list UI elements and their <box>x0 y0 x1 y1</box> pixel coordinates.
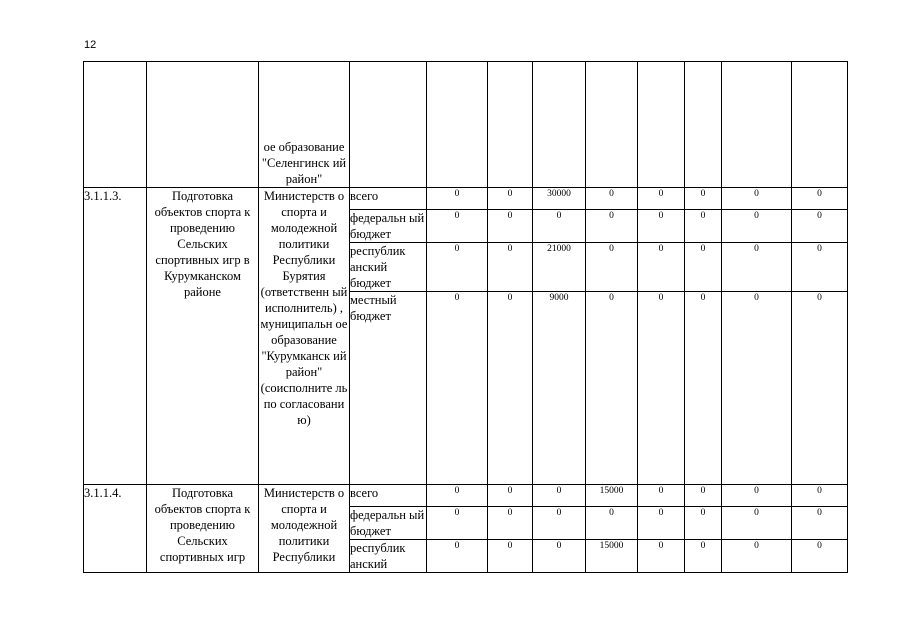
cell-value: 15000 <box>586 540 638 573</box>
cell-value: 0 <box>488 188 533 210</box>
cell-value: 0 <box>638 540 685 573</box>
cell-value <box>586 62 638 188</box>
cell-source: республик анский бюджет <box>350 243 427 292</box>
cell-value: 0 <box>533 507 586 540</box>
cell-value: 0 <box>586 188 638 210</box>
cell-value: 0 <box>638 507 685 540</box>
cell-code <box>84 62 147 188</box>
cell-name: Подготовка объектов спорта к проведению Сельских спортивных игр в Курумканском районе <box>147 188 259 485</box>
cell-value: 0 <box>427 540 488 573</box>
cell-value: 0 <box>685 243 722 292</box>
cell-value: 0 <box>638 485 685 507</box>
cell-value <box>685 62 722 188</box>
cell-source: всего <box>350 485 427 507</box>
cell-value: 0 <box>792 292 848 485</box>
cell-value: 0 <box>488 507 533 540</box>
cell-value: 0 <box>586 292 638 485</box>
cell-value: 0 <box>685 188 722 210</box>
cell-value: 0 <box>792 485 848 507</box>
cell-value: 30000 <box>533 188 586 210</box>
cell-value: 0 <box>792 210 848 243</box>
cell-value <box>722 62 792 188</box>
cell-source: всего <box>350 188 427 210</box>
cell-value: 0 <box>427 507 488 540</box>
cell-value: 0 <box>722 485 792 507</box>
cell-value: 0 <box>722 507 792 540</box>
cell-value: 21000 <box>533 243 586 292</box>
cell-value: 0 <box>722 188 792 210</box>
cell-value: 0 <box>638 188 685 210</box>
cell-value: 0 <box>427 243 488 292</box>
cell-value <box>792 62 848 188</box>
cell-value: 9000 <box>533 292 586 485</box>
cell-value: 0 <box>586 243 638 292</box>
cell-responsible: Министерств о спорта и молодежной политики Республики <box>259 485 350 573</box>
cell-value: 0 <box>685 292 722 485</box>
cell-value: 0 <box>638 243 685 292</box>
cell-responsible <box>259 62 350 188</box>
cell-value: 0 <box>685 507 722 540</box>
cell-value <box>533 62 586 188</box>
cell-value: 0 <box>685 485 722 507</box>
cell-source: местный бюджет <box>350 292 427 485</box>
cell-value: 0 <box>685 210 722 243</box>
cell-value: 0 <box>586 507 638 540</box>
cell-value: 0 <box>488 243 533 292</box>
cell-value: 0 <box>427 210 488 243</box>
table-row <box>84 62 848 188</box>
cell-value: 0 <box>533 210 586 243</box>
cell-code: 3.1.1.4. <box>84 485 147 573</box>
cell-value: 0 <box>638 210 685 243</box>
table-row <box>84 188 848 210</box>
cell-value: 0 <box>722 243 792 292</box>
cell-value: 0 <box>685 540 722 573</box>
cell-responsible: Министерств о спорта и молодежной политики Республики Бурятия (ответственн ый исполнитель) , муниципальн ое образование "Курумканск ий район" (соисполните ль по согласовани ю) <box>259 188 350 485</box>
cell-source: федеральн ый бюджет <box>350 507 427 540</box>
cell-value: 0 <box>488 485 533 507</box>
funding-table <box>83 61 848 573</box>
cell-value: 0 <box>533 485 586 507</box>
cell-source: республик анский <box>350 540 427 573</box>
cell-name: Подготовка объектов спорта к проведению Сельских спортивных игр <box>147 485 259 573</box>
cell-value: 0 <box>427 292 488 485</box>
cell-value: 15000 <box>586 485 638 507</box>
cell-value: 0 <box>488 540 533 573</box>
responsible-text: ое образование "Селенгинск ий район" <box>261 140 347 186</box>
cell-value: 0 <box>427 188 488 210</box>
cell-value: 0 <box>488 210 533 243</box>
cell-value: 0 <box>722 292 792 485</box>
table-body <box>84 62 848 573</box>
cell-name <box>147 62 259 188</box>
page-number: 12 <box>84 39 97 51</box>
cell-value: 0 <box>792 540 848 573</box>
cell-value: 0 <box>722 210 792 243</box>
cell-value: 0 <box>488 292 533 485</box>
cell-value <box>427 62 488 188</box>
cell-value: 0 <box>427 485 488 507</box>
cell-source: федеральн ый бюджет <box>350 210 427 243</box>
cell-value <box>488 62 533 188</box>
cell-value <box>638 62 685 188</box>
cell-source <box>350 62 427 188</box>
cell-value: 0 <box>533 540 586 573</box>
cell-value: 0 <box>792 507 848 540</box>
cell-value: 0 <box>722 540 792 573</box>
cell-code: 3.1.1.3. <box>84 188 147 485</box>
cell-value: 0 <box>792 243 848 292</box>
cell-value: 0 <box>792 188 848 210</box>
cell-value: 0 <box>638 292 685 485</box>
table-row <box>84 485 848 507</box>
cell-value: 0 <box>586 210 638 243</box>
